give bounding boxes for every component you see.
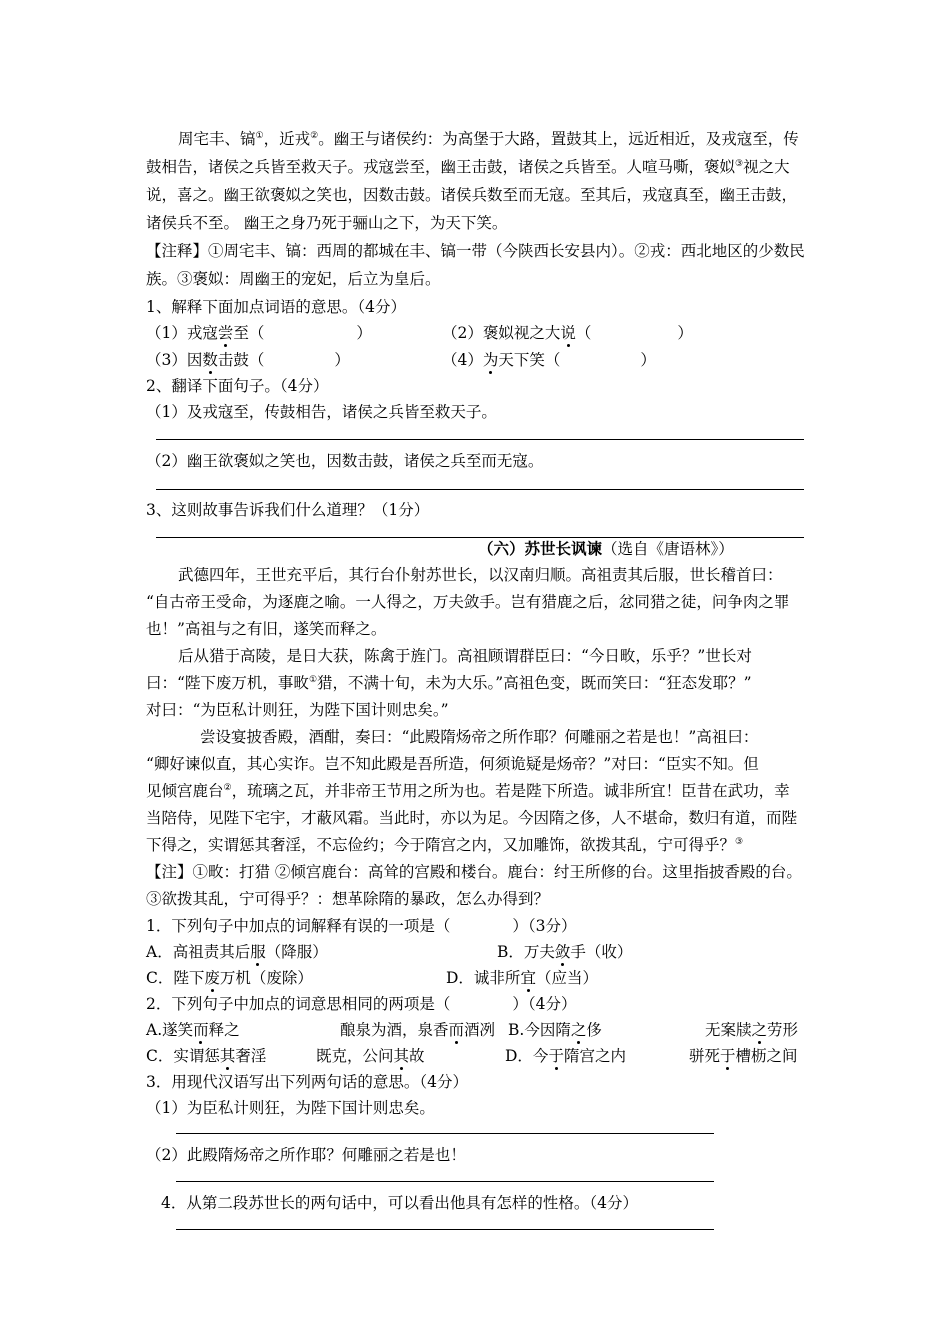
- story2-p1-line-1: 武德四年，王世充平后，其行台仆射苏世长，以汉南归顺。高祖责其后服，世长稽首曰：: [178, 566, 783, 584]
- story2-q2-b-compare: 无案牍之劳形: [705, 1021, 799, 1039]
- story1-q2-sentence-2: （2）幽王欲褒姒之笑也，因数击鼓，诸侯之兵至而无寇。: [146, 452, 544, 470]
- dotted-char: 废: [204, 969, 220, 987]
- story2-q2-a: A.遂笑而释之: [146, 1021, 240, 1039]
- story1-note-1: 【注释】①周宅丰、镐：西周的都城在丰、镐一带（今陕西长安县内）。②戎：西北地区的少数民: [146, 242, 805, 260]
- story2-q4-stem: 4．从第二段苏世长的两句话中，可以看出他具有怎样的性格。（4分）: [161, 1194, 638, 1212]
- story2-q2-stem: 2．下列句子中加点的词意思相同的两项是（ ）（4分）: [146, 995, 577, 1013]
- story2-source: （选自《唐语林》）: [602, 540, 734, 558]
- story2-q2-a-compare: 酿泉为酒，泉香而酒冽: [340, 1021, 496, 1039]
- story2-q2-c: C．实谓惩其奢淫: [146, 1047, 267, 1065]
- story2-q3-stem: 3．用现代汉语写出下列两句话的意思。（4分）: [146, 1073, 468, 1091]
- story2-p3-line-5: 下得之，实谓惩其奢淫，不忘俭约；今于隋宫之内，又加雕饰，欲拨其乱，宁可得乎？③: [146, 836, 744, 854]
- story2-p2-line-1: 后从猎于高陵，是日大获，陈禽于旌门。高祖顾谓群臣曰：“今日畋，乐乎？”世长对: [178, 647, 752, 665]
- dotted-char: 说: [560, 324, 576, 342]
- story2-note-2: ③欲拨其乱，宁可得乎？：想革除隋的暴政，怎么办得到？: [146, 890, 550, 908]
- story2-q1-option-d: D．诚非所宜（应当）: [446, 969, 598, 987]
- dotted-char: 其: [219, 1047, 236, 1065]
- story1-q1-item-4: （4）为天下笑（ ）: [442, 351, 656, 369]
- story2-q3-sentence-2: （2）此殿隋炀帝之所作耶？何雕丽之若是也！: [146, 1146, 466, 1164]
- story2-note-1: 【注】①畋：打猎 ②倾宫鹿台：高耸的宫殿和楼台。鹿台：纣王所修的台。这里指披香殿的台。: [146, 863, 802, 881]
- answer-line[interactable]: [176, 1133, 714, 1134]
- story1-q1-item-1: （1）戎寇尝至（ ）: [146, 324, 372, 342]
- story2-p1-line-2: “自古帝王受命，为逐鹿之喻。一人得之，万夫敛手。岂有猎鹿之后，忿同猎之徒，问争肉之罪: [146, 593, 790, 611]
- story2-p2-line-3: 对曰：“为臣私计则狂，为陛下国计则忠矣。”: [146, 701, 449, 719]
- story1-q1-item-2: （2）褒姒视之大说（ ）: [442, 324, 693, 342]
- story2-p3-line-4: 当陪侍，见陛下宅宇，才蔽风霜。当此时，亦以为足。今因隋之侈，人不堪命，数归有道，而陛: [146, 809, 798, 827]
- dotted-char: 之: [751, 1021, 768, 1039]
- dotted-char: 为: [482, 351, 499, 369]
- story2-q1-stem: 1．下列句子中加点的词解释有误的一项是（ ）（3分）: [146, 917, 577, 935]
- story2-q2-d: D．今于隋宫之内: [505, 1047, 626, 1065]
- story1-q1-stem: 1、解释下面加点词语的意思。（4分）: [146, 298, 406, 316]
- story1-line-4: 诸侯兵不至。 幽王之身乃死于骊山之下，为天下笑。: [146, 214, 508, 232]
- dotted-char: 于: [548, 1047, 564, 1065]
- dotted-char: 其: [393, 1047, 410, 1065]
- dotted-char: 数: [202, 351, 218, 369]
- story2-p2-line-2: 曰：“陛下废万机，事畋①猎，不满十旬，未为大乐。”高祖色变，既而笑曰：“狂态发耶？”: [146, 674, 752, 692]
- story1-note-2: 族。③褒姒：周幽王的宠妃，后立为皇后。: [146, 270, 441, 288]
- story1-q2-stem: 2、翻译下面句子。（4分）: [146, 377, 329, 395]
- dotted-char: 而: [448, 1021, 465, 1039]
- story2-title: （六）苏世长讽谏: [478, 539, 603, 558]
- dotted-char: 之: [570, 1021, 587, 1039]
- answer-line[interactable]: [176, 1229, 714, 1230]
- answer-line[interactable]: [176, 1181, 714, 1182]
- story2-heading: [478, 539, 734, 559]
- story2-p3-line-2: “卿好谏似直，其心实诈。岂不知此殿是吾所造，何须诡疑是炀帝？”对曰：“臣实不知。但: [146, 755, 759, 773]
- story2-p3-line-1: 尝设宴披香殿，酒酣，奏曰：“此殿隋炀帝之所作耶？何雕丽之若是也！”高祖曰：: [200, 728, 759, 746]
- story2-p1-line-3: 也！”高祖与之有旧，遂笑而释之。: [146, 620, 387, 638]
- story1-line-1: 周宅丰、镐①，近戎②。幽王与诸侯约：为高堡于大路，置鼓其上，远近相近，及戎寇至，传: [178, 130, 799, 148]
- story2-q1-option-b: B．万夫敛手（收）: [497, 943, 633, 961]
- story2-q3-sentence-1: （1）为臣私计则狂，为陛下国计则忠矣。: [146, 1099, 435, 1117]
- story1-q2-sentence-1: （1）及戎寇至，传鼓相告，诸侯之兵皆至救天子。: [146, 403, 497, 421]
- dotted-char: 服: [250, 943, 266, 961]
- story1-line-2: 鼓相告，诸侯之兵皆至救天子。戎寇尝至，幽王击鼓，诸侯之兵皆至。人喧马嘶，褒姒③视之大: [146, 158, 790, 176]
- story2-q2-d-compare: 骈死于槽枥之间: [689, 1047, 798, 1065]
- dotted-char: 敛: [554, 943, 571, 961]
- dotted-char: 宜: [520, 969, 536, 987]
- dotted-char: 尝: [217, 324, 234, 342]
- dotted-char: 而: [193, 1021, 209, 1039]
- story2-q2-c-compare: 既克，公问其故: [316, 1047, 425, 1065]
- story2-q2-b: B.今因隋之侈: [508, 1021, 602, 1039]
- answer-line[interactable]: [156, 537, 804, 538]
- dotted-char: 于: [720, 1047, 736, 1065]
- story2-q1-option-c: C．陛下废万机（废除）: [146, 969, 313, 987]
- story1-line-3: 说，喜之。幽王欲褒姒之笑也，因数击鼓。诸侯兵数至而无寇。至其后，戎寇真至，幽王击鼓，: [146, 186, 798, 204]
- story1-q1-item-3: （3）因数击鼓（ ）: [146, 351, 350, 369]
- answer-line[interactable]: [156, 439, 804, 440]
- answer-line[interactable]: [156, 489, 804, 490]
- story1-q3-stem: 3、这则故事告诉我们什么道理？（1分）: [146, 501, 430, 519]
- story2-q1-option-a: A．高祖责其后服（降服）: [146, 943, 328, 961]
- story2-p3-line-3: 见倾宫鹿台②，琉璃之瓦，并非帝王节用之所为也。若是陛下所造。诚非所宜！臣昔在武功，幸: [146, 782, 790, 800]
